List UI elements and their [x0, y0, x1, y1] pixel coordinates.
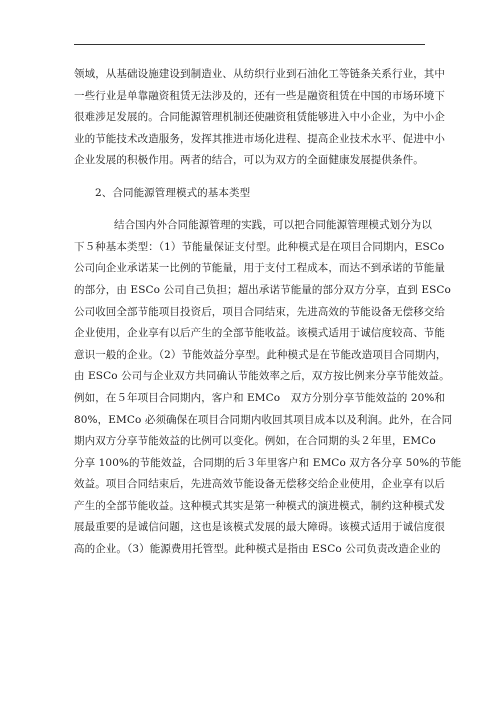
paragraph-line: 很难涉足发展的。合同能源管理机制还使融资租赁能够进入中小企业，为中小企	[74, 111, 445, 124]
paragraph-line: 企业使用，企业享有以后产生的全部节能收益。该模式适用于诚信度较高、节能	[74, 327, 445, 340]
paragraph-line: 的部分，由 ESCo 公司自己负担；超出承诺节能量的部分双方分享，直到 ESCo	[74, 283, 451, 296]
paragraph-line: 80%，EMCo 必须确保在项目合同期内收回其项目成本以及利润。此外，在合同	[74, 413, 453, 426]
header-rule	[74, 44, 425, 45]
paragraph-line: 效益。项目合同结束后，先进高效节能设备无偿移交给企业使用，企业享有以后	[74, 478, 445, 491]
paragraph-line: 分享 100%的节能效益，合同期的后３年里客户和 EMCo 双方各分享 50%的节能	[74, 456, 462, 469]
paragraph-line: 业的节能技术改造服务，发挥其推进市场化进程、提高企业技术水平、促进中小	[74, 132, 445, 145]
paragraph-line: 一些行业是单靠融资租赁无法涉及的，还有一些是融资租赁在中国的市场环境下	[74, 89, 445, 102]
paragraph-line: 期内双方分享节能效益的比例可以变化。例如，在合同期的头２年里，EMCo	[74, 435, 436, 448]
paragraph-line: 展最重要的是诚信问题，这也是该模式发展的最大障碍。该模式适用于诚信度很	[74, 521, 445, 534]
paragraph-line: 公司收回全部节能项目投资后，项目合同结束，先进高效的节能设备无偿移交给	[74, 305, 445, 318]
paragraph-line: 由 ESCo 公司与企业双方共同确认节能效率之后，双方按比例来分享节能效益。	[74, 370, 450, 383]
paragraph-line: 例如，在５年项目合同期内，客户和 EMCo 双方分别分享节能效益的 20%和	[74, 391, 446, 404]
paragraph-line: 企业发展的积极作用。两者的结合，可以为双方的全面健康发展提供条件。	[74, 154, 424, 167]
document-body	[74, 64, 462, 561]
paragraph-line: 意识一般的企业。（2）节能效益分享型。此种模式是在节能改造项目合同期内，	[74, 348, 447, 361]
paragraph-line: 公司向企业承诺某一比例的节能量，用于支付工程成本，而达不到承诺的节能量	[74, 262, 445, 275]
paragraph-line: 高的企业。（3）能源费用托管型。此种模式是指由 ESCo 公司负责改造企业的	[74, 543, 441, 556]
paragraph-line: 产生的全部节能收益。这种模式其实是第一种模式的演进模式，制约这种模式发	[74, 499, 445, 512]
paragraph-line: 下５种基本类型：（1）节能量保证支付型。此种模式是在项目合同期内，ESCo	[74, 240, 445, 253]
paragraph-line: 结合国内外合同能源管理的实践，可以把合同能源管理模式划分为以	[114, 219, 432, 232]
paragraph-line: 领域，从基础设施建设到制造业、从纺织行业到石油化工等链条关系行业，其中	[74, 68, 445, 80]
section-heading: 2、合同能源管理模式的基本类型	[95, 186, 251, 199]
